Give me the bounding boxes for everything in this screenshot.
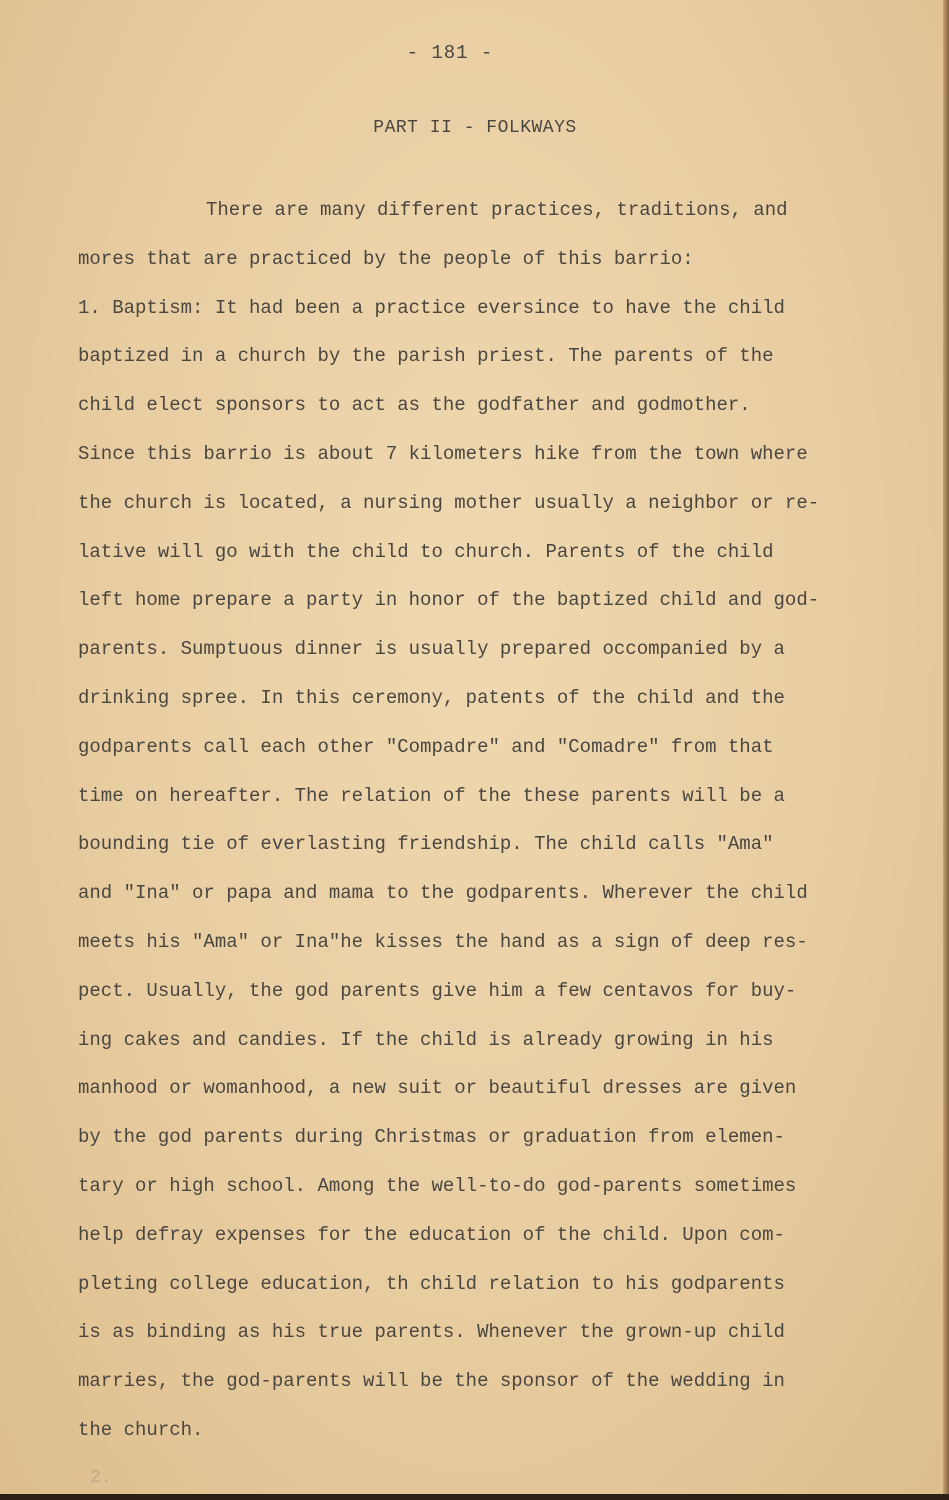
page-bottom-edge — [0, 1494, 949, 1500]
text-line: meets his "Ama" or Ina"he kisses the hand as a sign of deep res- — [78, 930, 808, 953]
section-heading: PART II - FOLKWAYS — [373, 118, 577, 138]
text-line: tary or high school. Among the well-to-do god-parents sometimes — [78, 1174, 797, 1197]
text-line: There are many different practices, traditions, and — [206, 199, 788, 221]
text-line: 1. Baptism: It had been a practice eversince to have the child — [78, 296, 785, 319]
text-line: marries, the god-parents will be the sponsor of the wedding in — [78, 1370, 785, 1393]
text-line: drinking spree. In this ceremony, patents of the child and the — [78, 686, 785, 709]
text-line: and "Ina" or papa and mama to the godparents. Wherever the child — [78, 882, 808, 905]
text-line: pleting college education, th child relation to his godparents — [78, 1272, 785, 1295]
text-line: by the god parents during Christmas or graduation from elemen- — [78, 1126, 785, 1149]
text-line: lative will go with the child to church. Parents of the child — [78, 540, 774, 563]
text-line: manhood or womanhood, a new suit or beautiful dresses are given — [78, 1077, 797, 1100]
text-line: pect. Usually, the god parents give him a few centavos for buy- — [78, 979, 797, 1002]
text-line: Since this barrio is about 7 kilometers hike from the town where — [78, 442, 808, 465]
text-line: parents. Sumptuous dinner is usually prepared occompanied by a — [78, 638, 785, 661]
text-line: is as binding as his true parents. Whenever the grown-up child — [78, 1321, 785, 1344]
next-item-fragment: 2. — [90, 1468, 112, 1488]
text-line: godparents call each other "Compadre" and "Comadre" from that — [78, 735, 774, 758]
text-line: left home prepare a party in honor of the baptized child and god- — [78, 589, 820, 612]
text-line: child elect sponsors to act as the godfather and godmother. — [78, 394, 751, 417]
page-number: - 181 - — [406, 42, 494, 64]
text-line: the church is located, a nursing mother usually a neighbor or re- — [78, 491, 820, 514]
text-line: help defray expenses for the education of the child. Upon com- — [78, 1223, 785, 1246]
page-edge-shadow — [943, 0, 949, 1500]
text-line: time on hereafter. The relation of the these parents will be a — [78, 784, 785, 807]
text-line: mores that are practiced by the people of this barrio: — [78, 247, 694, 270]
body-text — [78, 186, 878, 1455]
text-line: baptized in a church by the parish priest. The parents of the — [78, 345, 774, 368]
text-line: the church. — [78, 1418, 204, 1441]
text-line: ing cakes and candies. If the child is already growing in his — [78, 1028, 774, 1051]
text-line: bounding tie of everlasting friendship. The child calls "Ama" — [78, 833, 774, 856]
